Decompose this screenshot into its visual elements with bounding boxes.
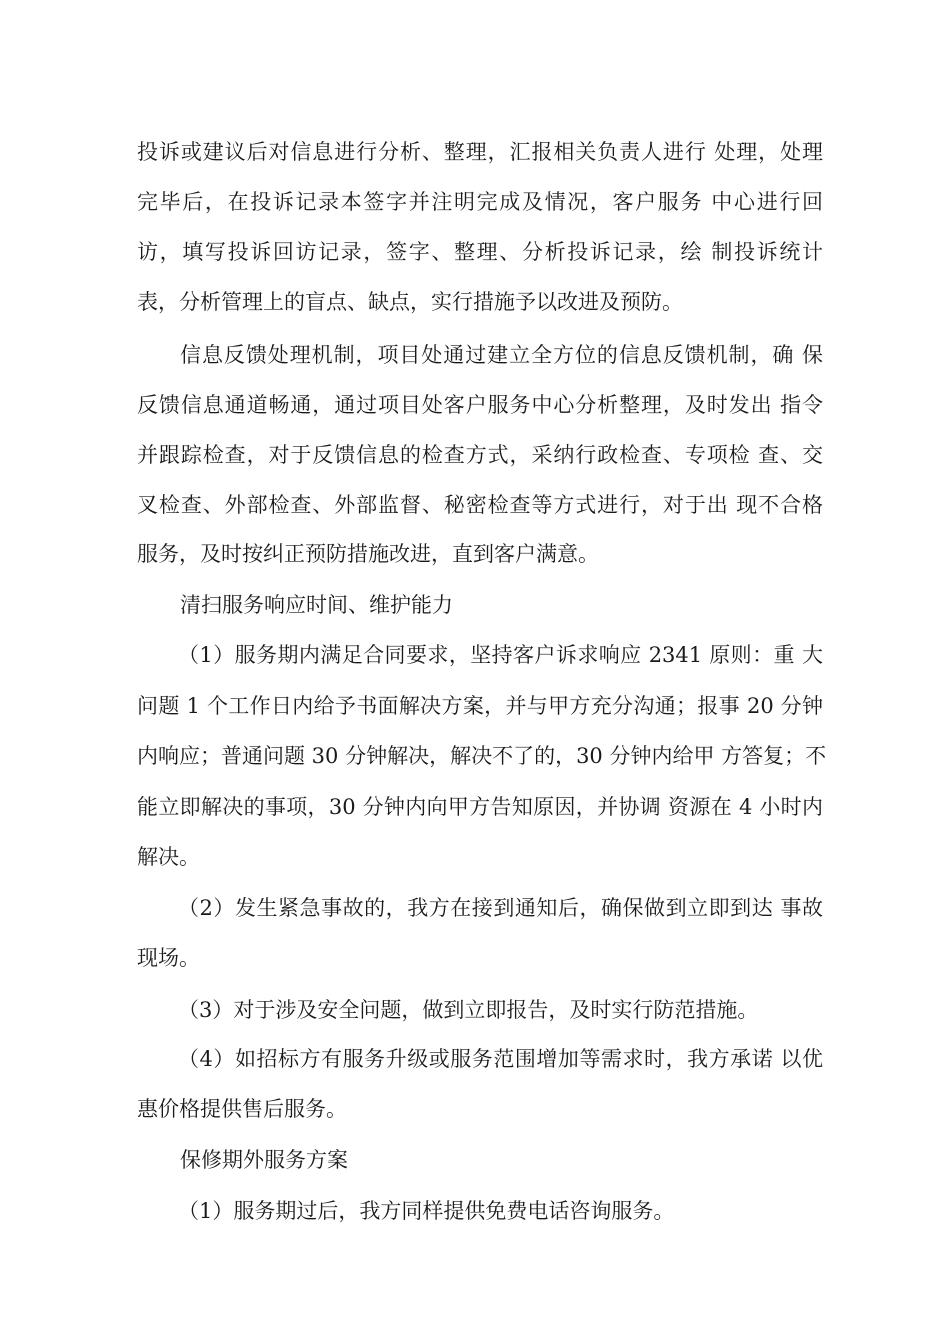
section-heading: 保修期外服务方案 xyxy=(180,1148,348,1172)
section-heading: 清扫服务响应时间、维护能力 xyxy=(180,593,453,617)
paragraph-line: 内响应；普通问题 30 分钟解决，解决不了的，30 分钟内给甲 方答复；不 xyxy=(137,744,827,768)
paragraph-line: 投诉或建议后对信息进行分析、整理，汇报相关负责人进行 处理，处理 xyxy=(137,140,823,164)
paragraph-line: （2）发生紧急事故的，我方在接到通知后，确保做到立即到达 事故 xyxy=(178,896,823,920)
paragraph-line: 服务，及时按纠正预防措施改进，直到客户满意。 xyxy=(137,542,599,566)
paragraph-line: 解决。 xyxy=(137,845,200,869)
paragraph-line: 叉检查、外部检查、外部监督、秘密检查等方式进行，对于出 现不合格 xyxy=(137,493,823,517)
paragraph-line: 表，分析管理上的盲点、缺点，实行措施予以改进及预防。 xyxy=(137,290,683,314)
paragraph-line: （3）对于涉及安全问题，做到立即报告，及时实行防范措施。 xyxy=(178,998,759,1022)
paragraph-line: 能立即解决的事项，30 分钟内向甲方告知原因，并协调 资源在 4 小时内 xyxy=(137,795,823,819)
paragraph-line: 现场。 xyxy=(137,946,200,970)
paragraph-line: 并跟踪检查，对于反馈信息的检查方式，采纳行政检查、专项检 查、交 xyxy=(137,443,823,467)
paragraph-line: 信息反馈处理机制，项目处通过建立全方位的信息反馈机制，确 保 xyxy=(180,343,823,367)
paragraph-line: 反馈信息通道畅通，通过项目处客户服务中心分析整理，及时发出 指令 xyxy=(137,393,823,417)
paragraph-line: 惠价格提供售后服务。 xyxy=(137,1097,347,1121)
paragraph-line: （4）如招标方有服务升级或服务范围增加等需求时，我方承诺 以优 xyxy=(178,1047,823,1071)
paragraph-line: （1）服务期过后，我方同样提供免费电话咨询服务。 xyxy=(178,1199,675,1223)
paragraph-line: （1）服务期内满足合同要求，坚持客户诉求响应 2341 原则：重 大 xyxy=(178,643,823,667)
paragraph-line: 完毕后，在投诉记录本签字并注明完成及情况，客户服务 中心进行回 xyxy=(137,190,823,214)
paragraph-line: 问题 1 个工作日内给予书面解决方案，并与甲方充分沟通；报事 20 分钟 xyxy=(137,694,823,718)
paragraph-line: 访，填写投诉回访记录，签字、整理、分析投诉记录，绘 制投诉统计 xyxy=(137,240,823,264)
